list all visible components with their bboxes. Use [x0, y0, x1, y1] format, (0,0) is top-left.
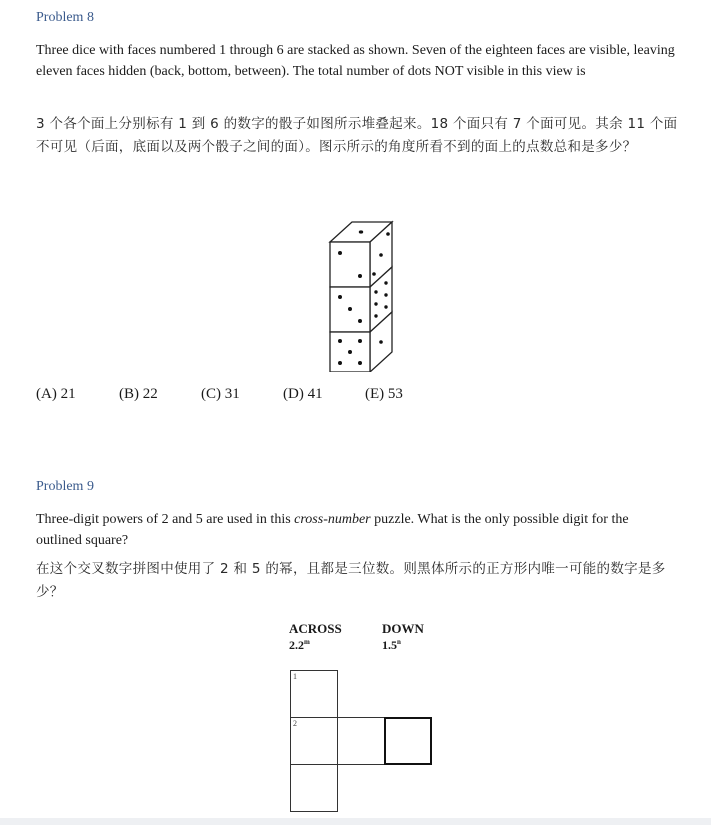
choice-c[interactable]: (C) 31 — [201, 386, 240, 402]
problem-8-chinese-text: 3 个各个面上分别标有 1 到 6 的数字的骰子如图所示堆叠起来。18 个面只有 7 个面可见。其余 11 个面不可见（后面，底面以及两个骰子之间的面）。图示所示的角度所看不到的面上的点数总和是多少？ — [36, 116, 678, 155]
down-label: DOWN — [382, 621, 424, 636]
across-clue-base: 2.2 — [289, 638, 304, 652]
grid-cell-1[interactable] — [290, 670, 338, 718]
grid-cell-2[interactable] — [290, 717, 338, 765]
stacked-dice-figure — [326, 220, 398, 372]
problem-9-chinese-text: 在这个交叉数字拼图中使用了 2 和 5 的幂，且都是三位数。则黑体所示的正方形内唯一可能的数字是多少？ — [36, 561, 666, 600]
problem-8-title: Problem 8 — [36, 10, 94, 25]
grid-cell-number: 2 — [293, 719, 297, 728]
problem-9-title: Problem 9 — [36, 479, 94, 494]
bottom-bar — [0, 818, 711, 825]
grid-cell-across-middle[interactable] — [337, 717, 385, 765]
down-clue-exponent: n — [397, 638, 401, 646]
choice-a[interactable]: (A) 21 — [36, 386, 76, 402]
problem-8-english-text: Three dice with faces numbered 1 through 6 are stacked as shown. Seven of the eighteen faces are visible, leaving eleven faces hidden (back, bottom, between). The total number of dots NOT visible in this view is — [36, 43, 675, 79]
answer-choices — [36, 386, 403, 403]
choice-e[interactable]: (E) 53 — [365, 386, 403, 402]
grid-cell-number: 1 — [293, 672, 297, 681]
across-clue-exponent: m — [304, 638, 310, 646]
across-label: ACROSS — [289, 621, 342, 636]
choice-d[interactable]: (D) 41 — [283, 386, 323, 402]
down-clue-base: 1.5 — [382, 638, 397, 652]
across-clue — [289, 638, 310, 653]
choice-b[interactable]: (B) 22 — [119, 386, 158, 402]
problem-9-english-italic: cross-number — [294, 512, 371, 527]
problem-9-english-before: Three-digit powers of 2 and 5 are used in this — [36, 512, 295, 527]
grid-cell-down-bottom[interactable] — [290, 764, 338, 812]
problem-9-english-after: puzzle. What is the only possible digit for the outlined square? — [36, 512, 629, 548]
outlined-square[interactable] — [384, 717, 432, 765]
problem-9-english-text — [36, 509, 676, 551]
down-clue — [382, 638, 401, 653]
